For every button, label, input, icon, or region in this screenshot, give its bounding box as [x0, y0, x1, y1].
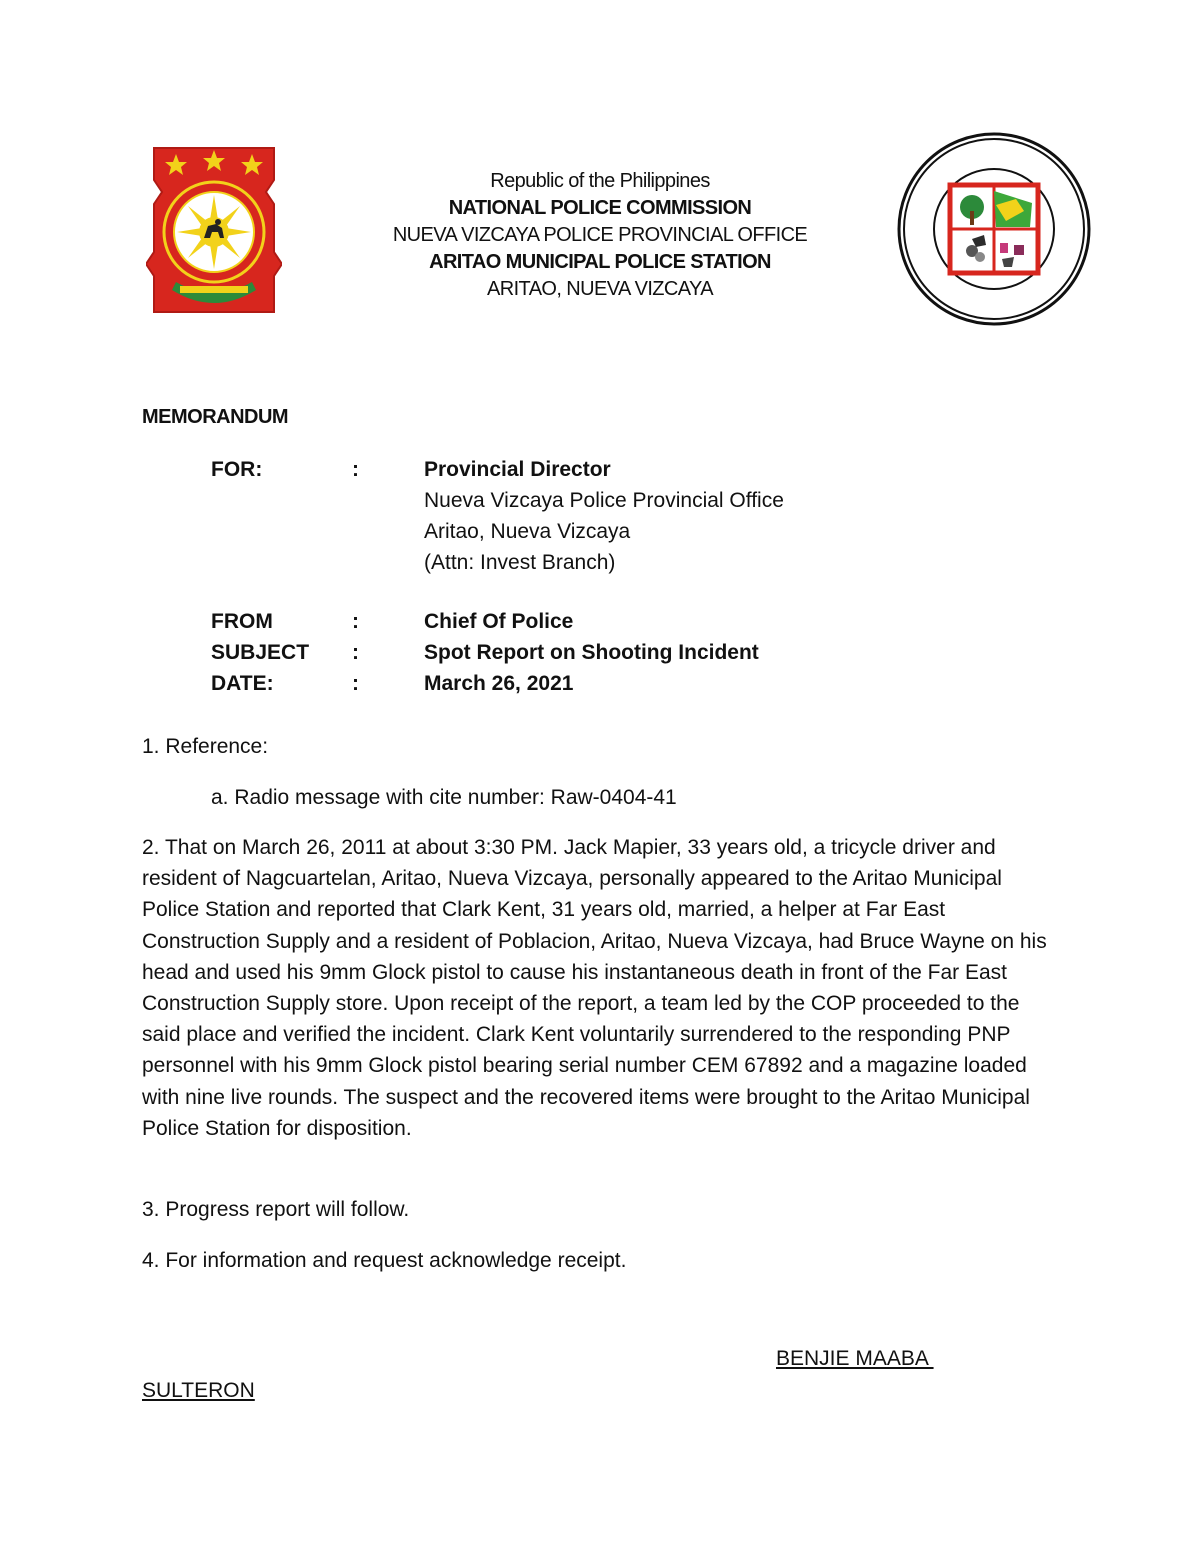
for-recipient-attention: (Attn: Invest Branch): [424, 551, 616, 574]
pnp-seal-icon: [146, 140, 282, 320]
letterhead-republic: Republic of the Philippines: [490, 170, 710, 192]
signatory-name-line1: BENJIE MAABA: [776, 1347, 934, 1370]
date-colon: :: [352, 672, 359, 695]
for-colon: :: [352, 458, 359, 481]
from-colon: :: [352, 610, 359, 633]
from-label: FROM: [211, 610, 273, 633]
letterhead-station: ARITAO MUNICIPAL POLICE STATION: [429, 251, 771, 273]
letterhead-napolcom: NATIONAL POLICE COMMISSION: [448, 197, 752, 219]
letterhead-provincial-office: NUEVA VIZCAYA POLICE PROVINCIAL OFFICE: [392, 224, 808, 246]
signatory-name-line2: SULTERON: [142, 1379, 255, 1402]
date-label: DATE:: [211, 672, 274, 695]
reference-item-a: a. Radio message with cite number: Raw-0404-41: [211, 786, 677, 809]
for-recipient-office: Nueva Vizcaya Police Provincial Office: [424, 489, 784, 512]
progress-paragraph: 3. Progress report will follow.: [142, 1198, 410, 1221]
subject-value: Spot Report on Shooting Incident: [424, 641, 759, 664]
reference-heading: 1. Reference:: [142, 735, 269, 758]
incident-paragraph: 2. That on March 26, 2011 at about 3:30 PM. Jack Mapier, 33 years old, a tricycle driver and resident of Nagcuartelan, Aritao, Nueva Vizcaya, personally appeared to the Aritao Municipal Police Station and reported that Clark Kent, 31 years old, married, a helper at Far East Construction Supply and a resident of Poblacion, Aritao, Nueva Vizcaya, had Bruce Wayne on his head and used his 9mm Glock pistol to cause his instantaneous death in front of the Far East Construction Supply store. Upon receipt of the report, a team led by the COP proceeded to the said place and verified the incident. Clark Kent voluntarily surrendered to the responding PNP personnel with his 9mm Glock pistol bearing serial number CEM 67892 and a magazine loaded with nine live rounds. The suspect and the recovered items were brought to the Aritao Municipal Police Station for disposition.: [142, 836, 1047, 1140]
subject-colon: :: [352, 641, 359, 664]
memo-title: MEMORANDUM: [142, 406, 289, 428]
for-recipient: Provincial Director: [424, 458, 611, 481]
for-label: FOR:: [211, 458, 263, 481]
aritao-municipal-seal-icon: [896, 131, 1092, 327]
date-value: March 26, 2021: [424, 672, 574, 695]
from-value: Chief Of Police: [424, 610, 574, 633]
for-recipient-address: Aritao, Nueva Vizcaya: [424, 520, 631, 543]
letterhead-location: ARITAO, NUEVA VIZCAYA: [487, 278, 713, 300]
acknowledge-paragraph: 4. For information and request acknowledge receipt.: [142, 1249, 627, 1272]
subject-label: SUBJECT: [211, 641, 310, 664]
letterhead: [300, 168, 900, 303]
